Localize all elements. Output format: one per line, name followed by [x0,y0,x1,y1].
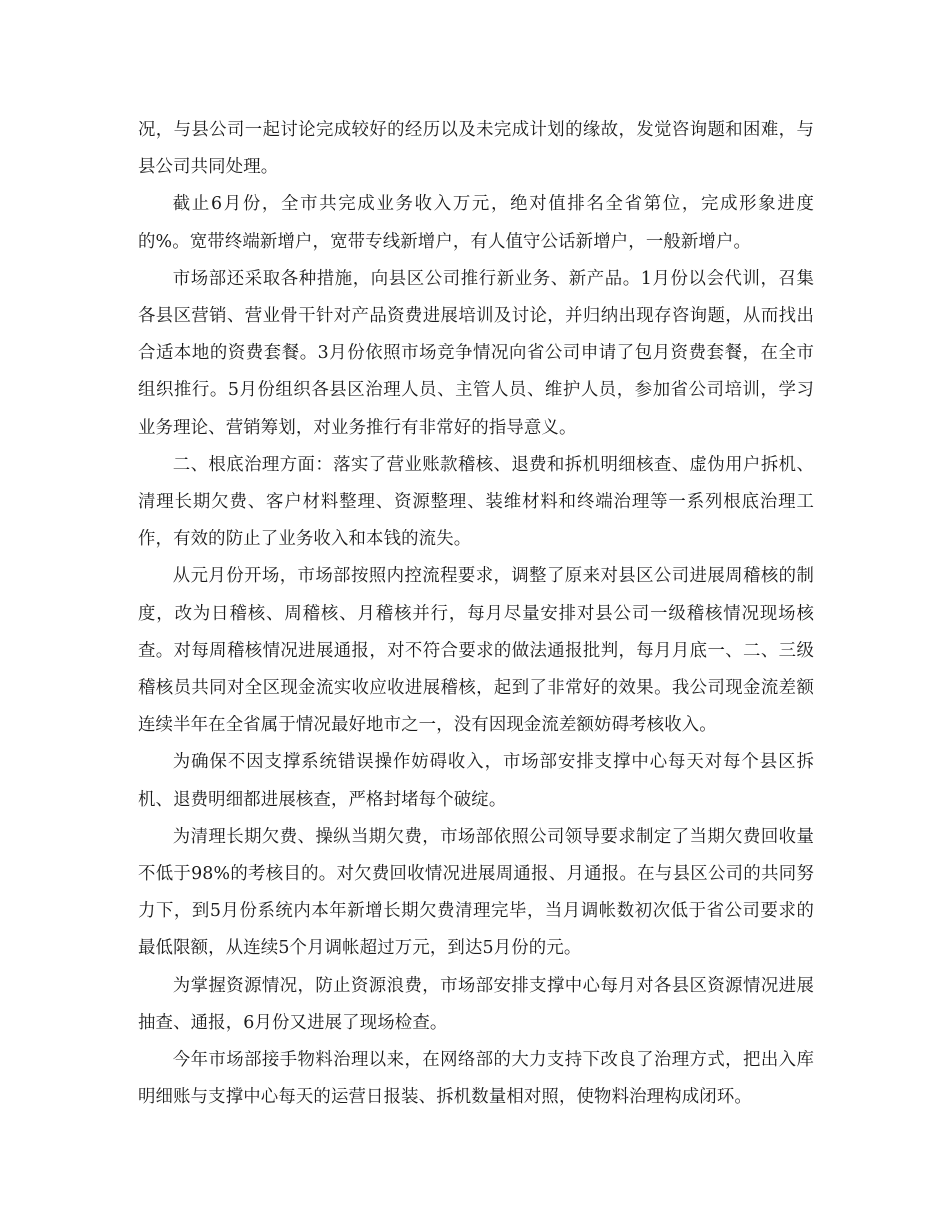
paragraph-3: 市场部还采取各种措施，向县区公司推行新业务、新产品。1月份以会代训，召集各县区营销、营业骨干针对产品资费进展培训及讨论，并归纳出现存咨询题，从而找出合适本地的资费套餐。3月份依照市场竞争情况向省公司申请了包月资费套餐，在全市组织推行。5月份组织各县区治理人员、主管人员、维护人员，参加省公司培训，学习业务理论、营销筹划，对业务推行有非常好的指导意义。 [138,268,814,438]
paragraph-1: 况，与县公司一起讨论完成较好的经历以及未完成计划的缘故，发觉咨询题和困难，与县公司共同处理。 [138,120,814,178]
paragraph-4: 二、根底治理方面：落实了营业账款稽核、退费和拆机明细核查、虚伪用户拆机、清理长期欠费、客户材料整理、资源整理、装维材料和终端治理等一系列根底治理工作，有效的防止了业务收入和本钱的流失。 [138,454,814,550]
document-body [138,112,814,1116]
paragraph-5: 从元月份开场，市场部按照内控流程要求，调整了原来对县区公司进展周稽核的制度，改为日稽核、周稽核、月稽核并行，每月尽量安排对县公司一级稽核情况现场核查。对每周稽核情况进展通报，对不符合要求的做法通报批判，每月月底一、二、三级稽核员共同对全区现金流实收应收进展稽核，起到了非常好的效果。我公司现金流差额连续半年在全省属于情况最好地市之一，没有因现金流差额妨碍考核收入。 [138,566,814,736]
paragraph-9: 今年市场部接手物料治理以来，在网络部的大力支持下改良了治理方式，把出入库明细账与支撑中心每天的运营日报装、拆机数量相对照，使物料治理构成闭环。 [138,1050,814,1108]
paragraph-7: 为清理长期欠费、操纵当期欠费，市场部依照公司领导要求制定了当期欠费回收量不低于98%的考核目的。对欠费回收情况进展周通报、月通报。在与县区公司的共同努力下，到5月份系统内本年新增长期欠费清理完毕，当月调帐数初次低于省公司要求的最低限额，从连续5个月调帐超过万元，到达5月份的元。 [138,826,814,959]
paragraph-2: 截止6月份，全市共完成业务收入万元，绝对值排名全省第位，完成形象进度的%。宽带终端新增户，宽带专线新增户，有人值守公话新增户，一般新增户。 [138,194,814,252]
paragraph-8: 为掌握资源情况，防止资源浪费，市场部安排支撑中心每月对各县区资源情况进展抽查、通报，6月份又进展了现场检查。 [138,975,814,1033]
paragraph-6: 为确保不因支撑系统错误操作妨碍收入，市场部安排支撑中心每天对每个县区拆机、退费明细都进展核查，严格封堵每个破绽。 [138,752,814,810]
